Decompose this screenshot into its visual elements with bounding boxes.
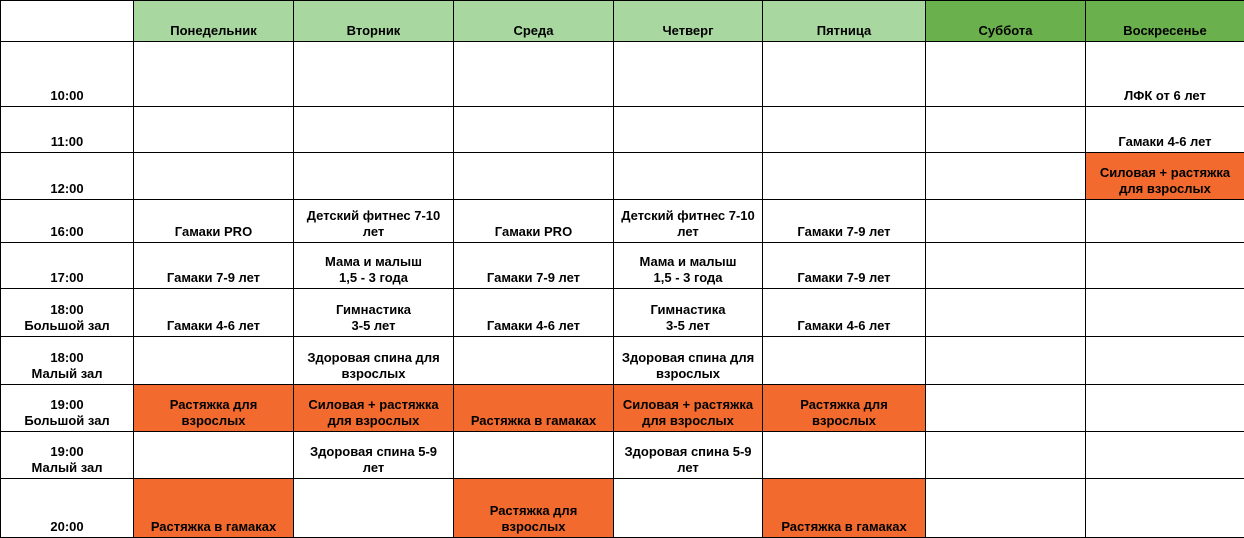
class-cell: [294, 479, 454, 538]
class-cell: [1086, 289, 1244, 337]
class-cell: Растяжка для взрослых: [134, 385, 294, 432]
class-cell: [134, 42, 294, 107]
class-cell: [926, 385, 1086, 432]
time-slot-label: 12:00: [1, 153, 134, 200]
day-header-thursday: Четверг: [614, 1, 763, 42]
class-cell: [926, 432, 1086, 479]
day-header-sunday: Воскресенье: [1086, 1, 1244, 42]
class-cell: Детский фитнес 7-10 лет: [614, 200, 763, 243]
class-cell: [926, 289, 1086, 337]
class-cell: Гамаки 4-6 лет: [763, 289, 926, 337]
class-cell: [294, 153, 454, 200]
time-slot-label: 19:00 Большой зал: [1, 385, 134, 432]
schedule-row: [1, 479, 1244, 538]
time-slot-label: 19:00 Малый зал: [1, 432, 134, 479]
schedule-body: [1, 42, 1244, 538]
time-slot-label: 11:00: [1, 107, 134, 153]
class-cell: Растяжка в гамаках: [134, 479, 294, 538]
schedule-row: [1, 200, 1244, 243]
class-cell: [926, 42, 1086, 107]
class-cell: Гамаки 4-6 лет: [134, 289, 294, 337]
class-cell: [134, 107, 294, 153]
class-cell: [763, 42, 926, 107]
class-cell: Гамаки 7-9 лет: [454, 243, 614, 289]
time-slot-label: 18:00 Малый зал: [1, 337, 134, 385]
day-header-wednesday: Среда: [454, 1, 614, 42]
class-cell: Растяжка в гамаках: [454, 385, 614, 432]
class-cell: Здоровая спина 5-9 лет: [294, 432, 454, 479]
schedule-row: [1, 385, 1244, 432]
schedule-row: [1, 243, 1244, 289]
class-cell: [1086, 337, 1244, 385]
class-cell: [134, 337, 294, 385]
schedule-row: [1, 42, 1244, 107]
class-cell: Растяжка для взрослых: [763, 385, 926, 432]
class-cell: Детский фитнес 7-10 лет: [294, 200, 454, 243]
class-cell: [454, 153, 614, 200]
class-cell: [1086, 385, 1244, 432]
class-cell: [926, 107, 1086, 153]
class-cell: Силовая + растяжка для взрослых: [294, 385, 454, 432]
class-cell: [454, 42, 614, 107]
time-slot-label: 10:00: [1, 42, 134, 107]
class-cell: [294, 42, 454, 107]
schedule-row: [1, 289, 1244, 337]
day-header-tuesday: Вторник: [294, 1, 454, 42]
class-cell: Здоровая спина для взрослых: [294, 337, 454, 385]
time-slot-label: 17:00: [1, 243, 134, 289]
class-cell: Гамаки PRO: [454, 200, 614, 243]
class-cell: [1086, 200, 1244, 243]
class-cell: [926, 479, 1086, 538]
class-cell: Гамаки 7-9 лет: [763, 200, 926, 243]
class-cell: [1086, 432, 1244, 479]
corner-cell: [1, 1, 134, 42]
class-cell: [1086, 479, 1244, 538]
class-cell: [926, 337, 1086, 385]
class-cell: Гамаки PRO: [134, 200, 294, 243]
schedule-row: [1, 432, 1244, 479]
class-cell: [763, 153, 926, 200]
class-cell: Силовая + растяжка для взрослых: [614, 385, 763, 432]
class-cell: [763, 107, 926, 153]
class-cell: [134, 153, 294, 200]
schedule-row: [1, 107, 1244, 153]
class-cell: Гамаки 4-6 лет: [1086, 107, 1244, 153]
class-cell: Здоровая спина для взрослых: [614, 337, 763, 385]
day-header-saturday: Суббота: [926, 1, 1086, 42]
class-cell: [294, 107, 454, 153]
class-cell: [926, 200, 1086, 243]
class-cell: [1086, 243, 1244, 289]
class-cell: Гимнастика 3-5 лет: [614, 289, 763, 337]
class-cell: [614, 479, 763, 538]
time-slot-label: 16:00: [1, 200, 134, 243]
class-cell: [763, 337, 926, 385]
schedule-row: [1, 337, 1244, 385]
class-cell: ЛФК от 6 лет: [1086, 42, 1244, 107]
day-header-monday: Понедельник: [134, 1, 294, 42]
class-cell: [454, 337, 614, 385]
class-cell: [763, 432, 926, 479]
class-cell: Растяжка в гамаках: [763, 479, 926, 538]
class-cell: Гамаки 4-6 лет: [454, 289, 614, 337]
class-cell: Здоровая спина 5-9 лет: [614, 432, 763, 479]
day-header-friday: Пятница: [763, 1, 926, 42]
schedule-row: [1, 153, 1244, 200]
class-cell: [134, 432, 294, 479]
class-cell: [614, 42, 763, 107]
class-cell: [614, 153, 763, 200]
class-cell: Силовая + растяжка для взрослых: [1086, 153, 1244, 200]
class-cell: Растяжка для взрослых: [454, 479, 614, 538]
class-cell: [926, 243, 1086, 289]
time-slot-label: 18:00 Большой зал: [1, 289, 134, 337]
class-cell: Мама и малыш 1,5 - 3 года: [294, 243, 454, 289]
class-cell: [454, 107, 614, 153]
class-cell: [614, 107, 763, 153]
time-slot-label: 20:00: [1, 479, 134, 538]
class-cell: Гамаки 7-9 лет: [763, 243, 926, 289]
class-cell: [926, 153, 1086, 200]
class-cell: Гимнастика 3-5 лет: [294, 289, 454, 337]
class-cell: Мама и малыш 1,5 - 3 года: [614, 243, 763, 289]
class-cell: [454, 432, 614, 479]
class-cell: Гамаки 7-9 лет: [134, 243, 294, 289]
header-row: [1, 1, 1244, 42]
